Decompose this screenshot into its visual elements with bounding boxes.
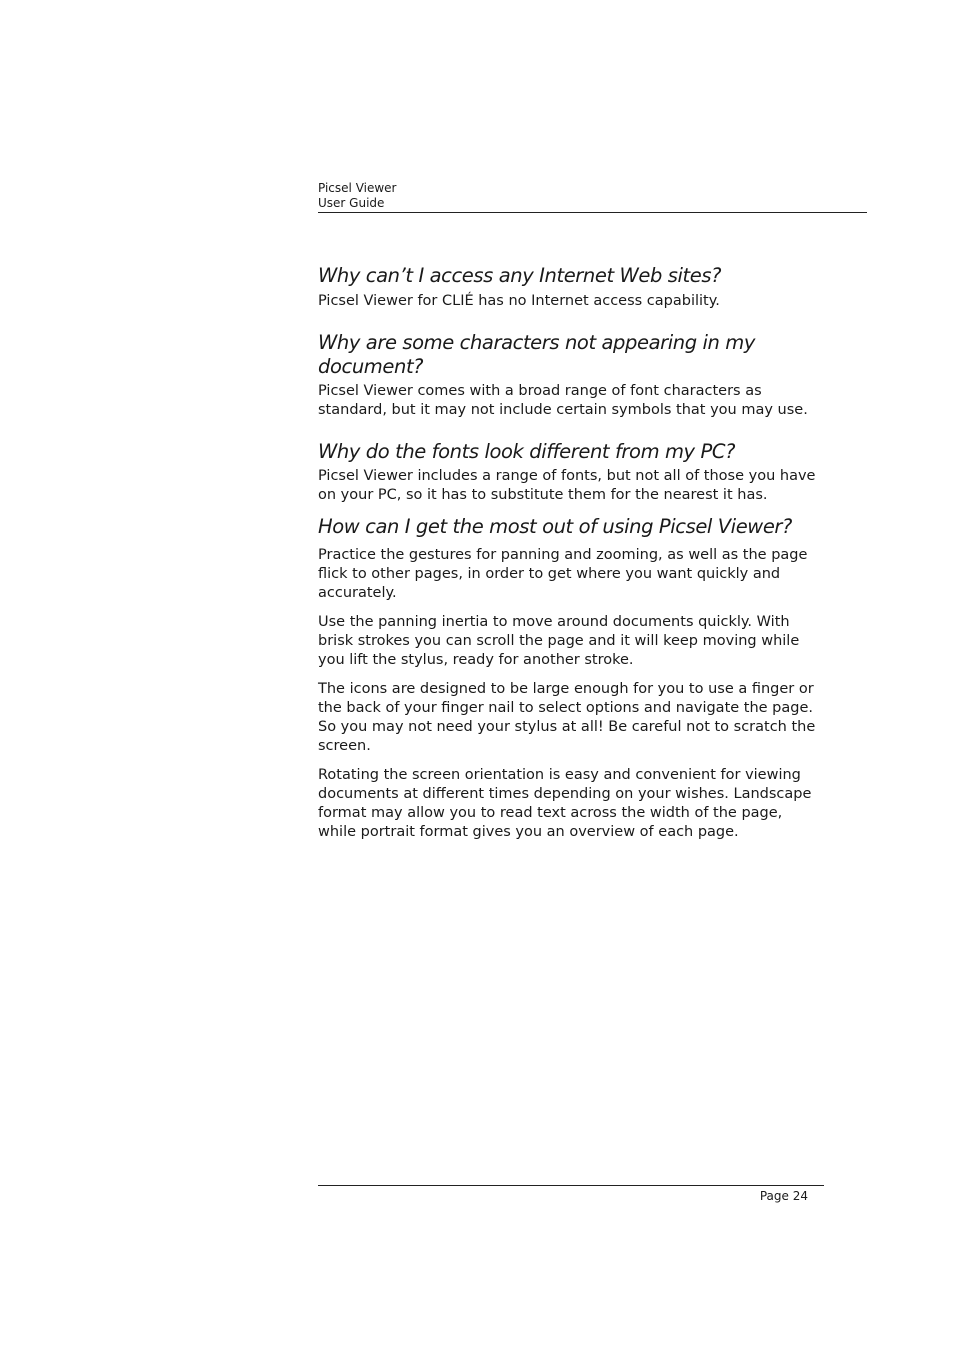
faq-item-internet-access — [318, 264, 818, 311]
faq-answer: Picsel Viewer includes a range of fonts, but not all of those you have on your PC, so it has to substitute them for the nearest it has. — [318, 468, 816, 503]
page-number: Page 24 — [759, 1189, 808, 1203]
faq-question: Why do the fonts look different from my PC? — [318, 440, 736, 463]
header-document-title: User Guide — [318, 196, 385, 210]
faq-question: Why are some characters not appearing in my document? — [318, 331, 756, 378]
faq-item-font-differences — [318, 440, 818, 505]
faq-content — [318, 264, 818, 842]
faq-answer: Picsel Viewer comes with a broad range of font characters as standard, but it may not include certain symbols that you may use. — [318, 383, 808, 418]
page-footer — [318, 1185, 824, 1203]
faq-answer: Picsel Viewer for CLIÉ has no Internet access capability. — [318, 293, 720, 309]
faq-answer-screen-rotation: Rotating the screen orientation is easy and convenient for viewing documents at different times depending on your wishes. Landscape format may allow you to read text across the width of the page, while portrait format gives you an overview of each page. — [318, 767, 812, 840]
faq-question: Why can’t I access any Internet Web sites? — [318, 264, 722, 287]
page-header — [318, 181, 867, 213]
faq-question: How can I get the most out of using Picsel Viewer? — [318, 515, 793, 538]
faq-item-missing-characters — [318, 331, 818, 420]
faq-item-usage-tips — [318, 515, 818, 842]
faq-answer-panning-inertia: Use the panning inertia to move around documents quickly. With brisk strokes you can scroll the page and it will keep moving while you lift the stylus, ready for another stroke. — [318, 614, 800, 668]
header-product-name: Picsel Viewer — [318, 181, 397, 195]
faq-answer-gestures: Practice the gestures for panning and zooming, as well as the page flick to other pages, in order to get where you want quickly and accurately. — [318, 547, 808, 601]
faq-answer-icon-size: The icons are designed to be large enough for you to use a finger or the back of your finger nail to select options and navigate the page. So you may not need your stylus at all! Be careful not to scratch the screen. — [318, 681, 816, 754]
